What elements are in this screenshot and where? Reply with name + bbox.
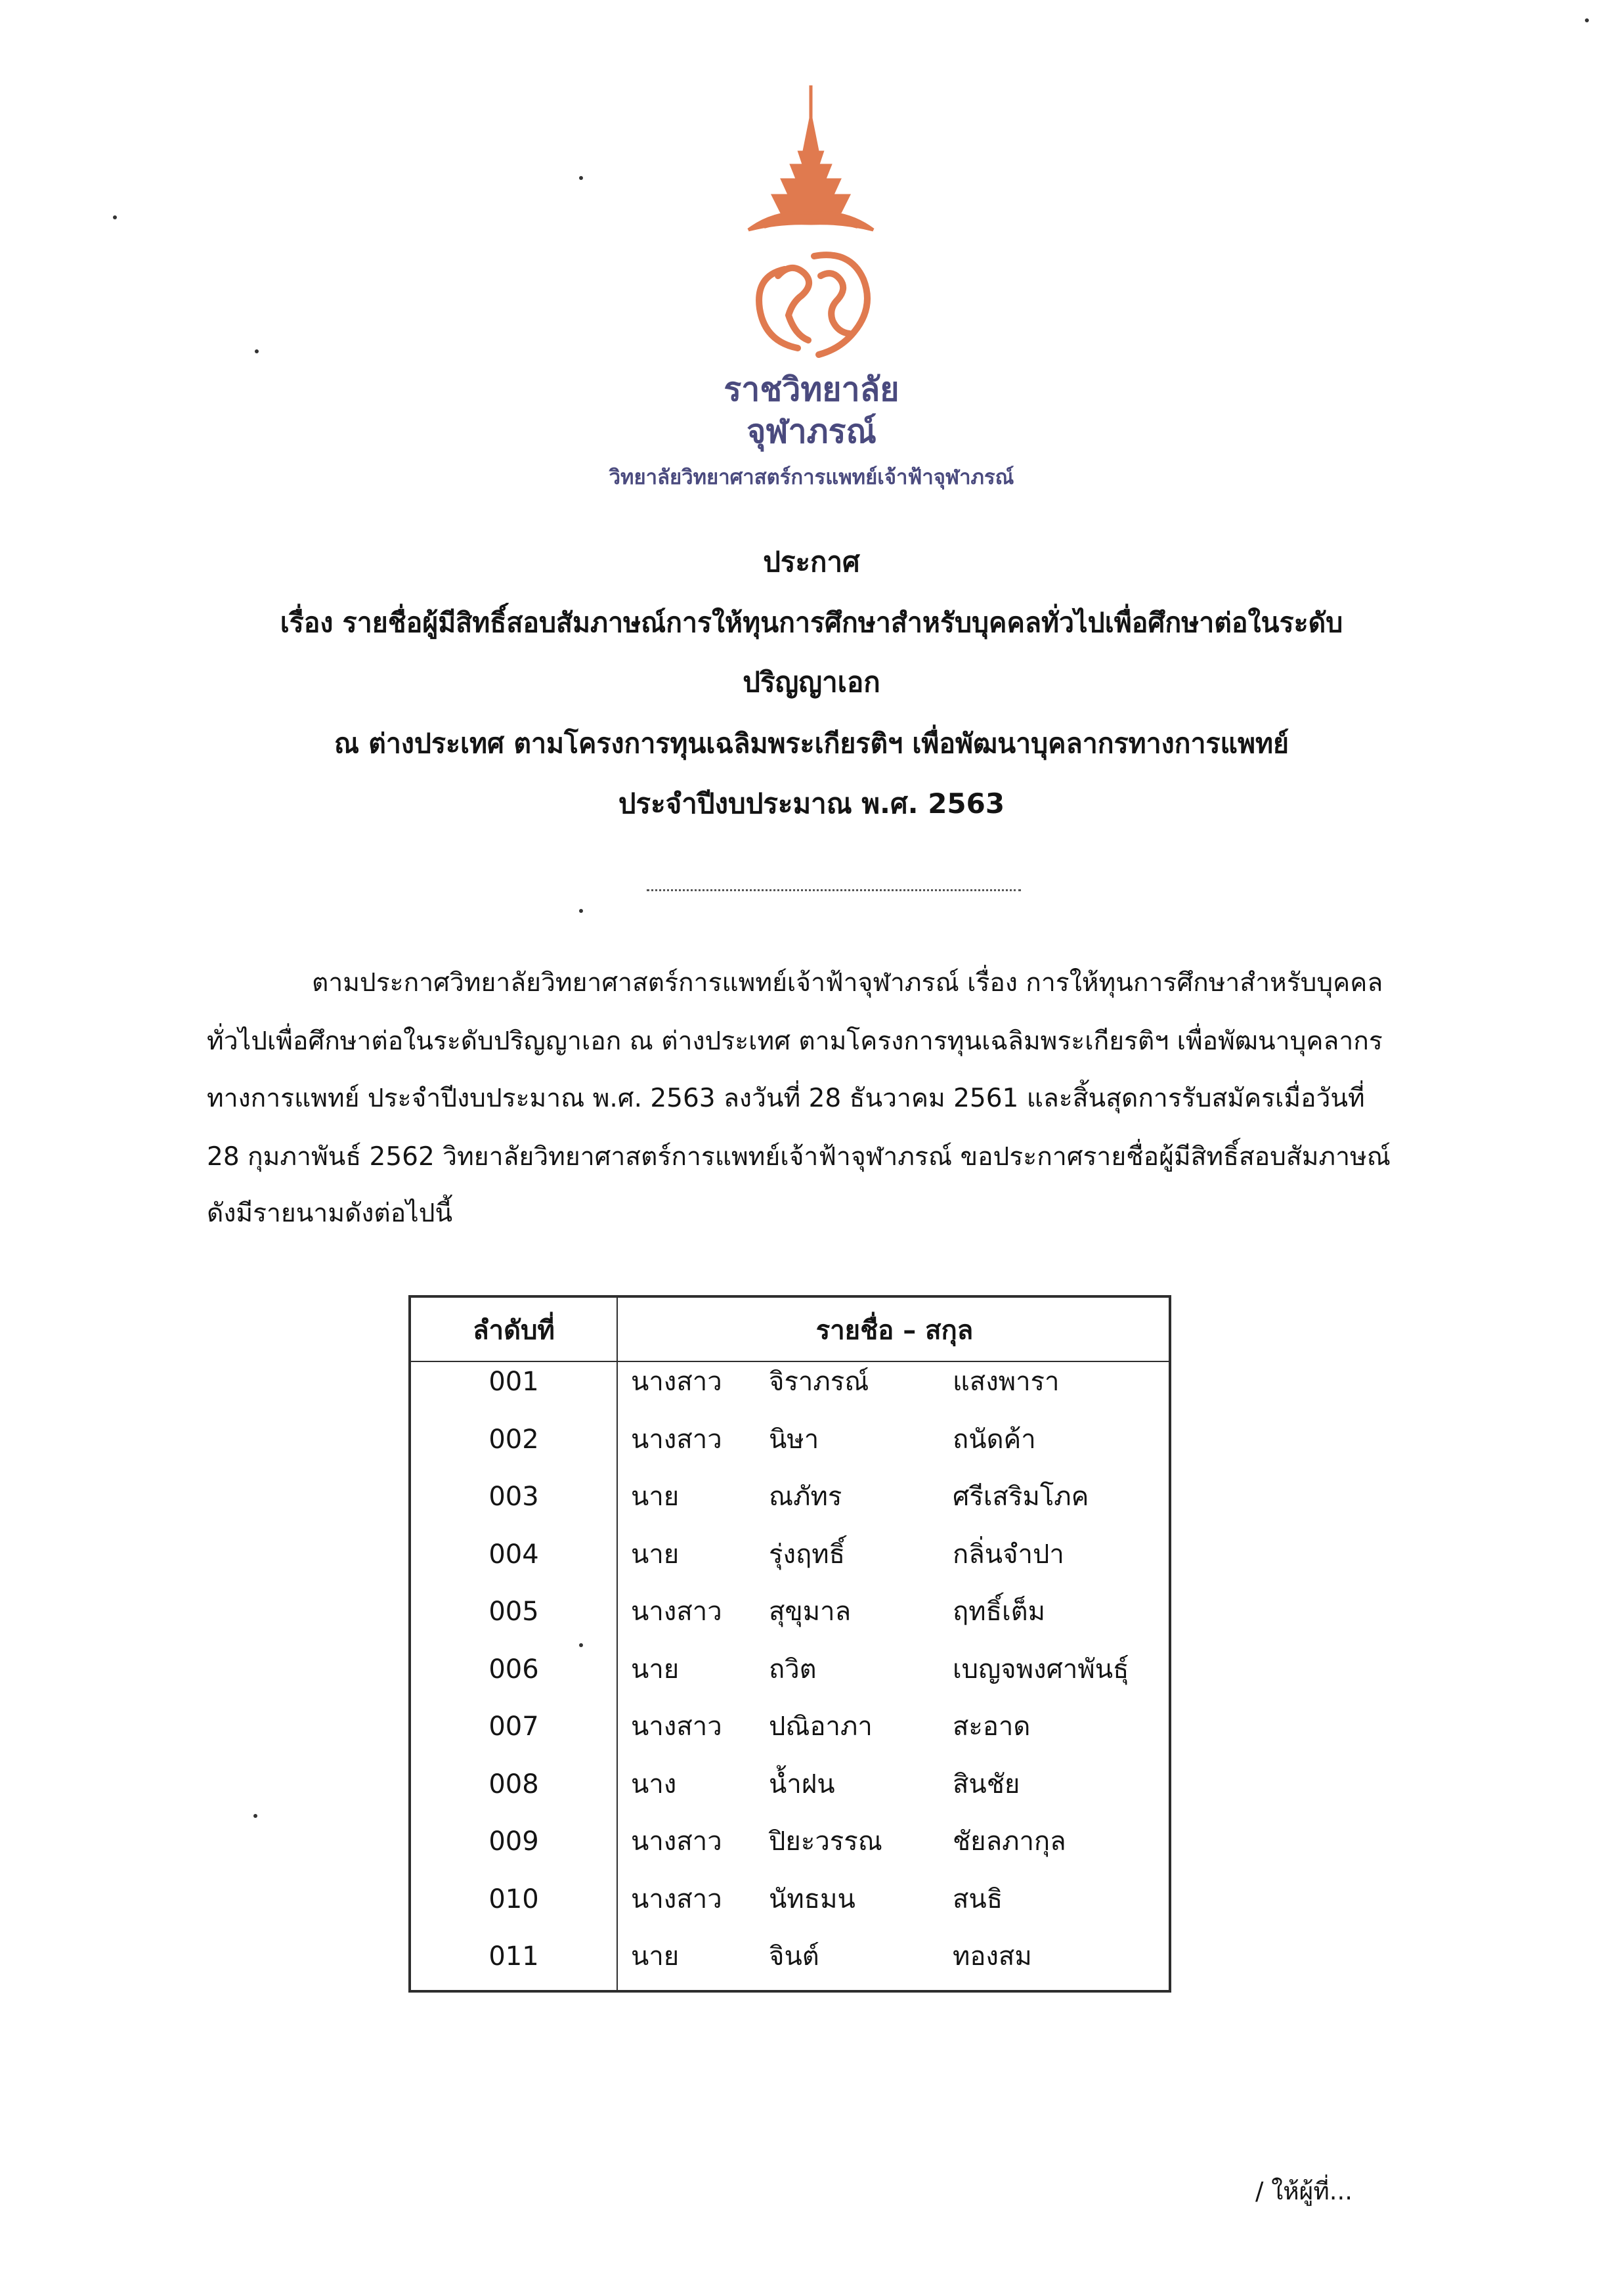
scan-speck xyxy=(113,215,117,219)
row-first-name: รุ่งฤทธิ์ xyxy=(769,1539,846,1570)
row-last-name: ฤทธิ์เต็ม xyxy=(953,1597,1046,1627)
row-first-name: จิราภรณ์ xyxy=(769,1367,869,1397)
announcement-subject-line1: เรื่อง รายชื่อผู้มีสิทธิ์สอบสัมภาษณ์การให้ทุนการศึกษาสำหรับบุคคลทั่วไปเพื่อศึกษาต่อในระดับ xyxy=(280,607,1343,638)
row-number: 010 xyxy=(488,1884,539,1914)
body-line: 28 กุมภาพันธ์ 2562 วิทยาลัยวิทยาศาสตร์การแพทย์เจ้าฟ้าจุฬาภรณ์ ขอประกาศรายชื่อผู้มีสิทธิ์สอบสัมภาษณ์ xyxy=(207,1142,1391,1172)
row-first-name: นัทธมน xyxy=(769,1884,855,1914)
table-body xyxy=(411,1369,1169,2001)
row-number: 004 xyxy=(488,1539,539,1570)
row-number: 006 xyxy=(488,1654,539,1685)
row-number: 009 xyxy=(488,1826,539,1857)
scan-speck xyxy=(579,909,583,913)
candidate-table xyxy=(408,1295,1171,1993)
body-line: ตามประกาศวิทยาลัยวิทยาศาสตร์การแพทย์เจ้าฟ้าจุฬาภรณ์ เรื่อง การให้ทุนการศึกษาสำหรับบุคคล xyxy=(312,968,1383,998)
row-last-name: กลิ่นจำปา xyxy=(953,1539,1064,1570)
row-first-name: ถวิต xyxy=(769,1654,817,1685)
table-row xyxy=(411,1541,1169,1599)
row-number: 005 xyxy=(488,1597,539,1627)
university-emblem-icon xyxy=(722,79,899,368)
row-first-name: น้ำฝน xyxy=(769,1769,835,1799)
row-last-name: แสงพารา xyxy=(953,1367,1060,1397)
body-line: ดังมีรายนามดังต่อไปนี้ xyxy=(207,1199,453,1228)
row-last-name: ชัยลภากุล xyxy=(953,1826,1066,1857)
row-number: 002 xyxy=(488,1424,539,1455)
table-row xyxy=(411,1713,1169,1771)
row-title: นางสาว xyxy=(631,1711,722,1742)
row-title: นางสาว xyxy=(631,1884,722,1914)
scan-speck xyxy=(579,1643,583,1647)
row-title: นาย xyxy=(631,1654,680,1685)
table-row xyxy=(411,1426,1169,1484)
announcement-subject-line4: ประจำปีงบประมาณ พ.ศ. 2563 xyxy=(618,787,1005,820)
column-header-name: รายชื่อ – สกุล xyxy=(815,1315,974,1346)
row-number: 007 xyxy=(488,1711,539,1742)
row-last-name: สินชัย xyxy=(953,1769,1020,1799)
row-title: นางสาว xyxy=(631,1424,722,1455)
body-line: ทั่วไปเพื่อศึกษาต่อในระดับปริญญาเอก ณ ต่างประเทศ ตามโครงการทุนเฉลิมพระเกียรติฯ เพื่อพัฒนาบุคลากร xyxy=(207,1027,1383,1056)
announcement-subject-line3: ณ ต่างประเทศ ตามโครงการทุนเฉลิมพระเกียรติฯ เพื่อพัฒนาบุคลากรทางการแพทย์ xyxy=(334,728,1289,759)
row-title: นาย xyxy=(631,1941,680,1972)
row-last-name: ศรีเสริมโภค xyxy=(953,1482,1089,1512)
table-row xyxy=(411,1828,1169,1886)
table-row xyxy=(411,1943,1169,2001)
row-first-name: ณภัทร xyxy=(769,1482,842,1512)
scan-speck xyxy=(255,349,259,353)
row-first-name: จินต์ xyxy=(769,1941,819,1972)
institution-name-line1: ราชวิทยาลัย xyxy=(724,370,899,408)
column-header-number: ลำดับที่ xyxy=(473,1315,555,1346)
row-last-name: ทองสม xyxy=(953,1941,1032,1972)
continuation-note: / ให้ผู้ที่... xyxy=(1255,2177,1353,2205)
announcement-heading: ประกาศ xyxy=(763,546,860,578)
table-row xyxy=(411,1599,1169,1656)
body-line: ทางการแพทย์ ประจำปีงบประมาณ พ.ศ. 2563 ลงวันที่ 28 ธันวาคม 2561 และสิ้นสุดการรับสมัครเมื่อวันที่ xyxy=(207,1084,1365,1113)
row-title: นางสาว xyxy=(631,1826,722,1857)
row-number: 011 xyxy=(488,1941,539,1972)
table-row xyxy=(411,1656,1169,1714)
row-number: 008 xyxy=(488,1769,539,1799)
scan-speck xyxy=(579,176,583,180)
table-row xyxy=(411,1886,1169,1944)
table-header xyxy=(411,1298,1169,1362)
scan-speck xyxy=(1585,18,1589,22)
row-title: นางสาว xyxy=(631,1597,722,1627)
row-first-name: ปณิอาภา xyxy=(769,1711,873,1742)
row-last-name: ถนัดค้า xyxy=(953,1424,1036,1455)
table-row xyxy=(411,1771,1169,1829)
dotted-divider xyxy=(647,889,1021,891)
row-title: นางสาว xyxy=(631,1367,722,1397)
row-title: นาย xyxy=(631,1482,680,1512)
scan-speck xyxy=(253,1814,257,1818)
row-last-name: เบญจพงศาพันธุ์ xyxy=(953,1654,1129,1685)
row-last-name: สนธิ xyxy=(953,1884,1003,1914)
row-title: นาง xyxy=(631,1769,677,1799)
table-row xyxy=(411,1369,1169,1426)
row-first-name: ปิยะวรรณ xyxy=(769,1826,882,1857)
institution-name-line2: จุฬาภรณ์ xyxy=(747,412,876,451)
row-first-name: สุขุมาล xyxy=(769,1597,852,1627)
announcement-subject-line2: ปริญญาเอก xyxy=(743,666,880,698)
row-last-name: สะอาด xyxy=(953,1711,1031,1742)
row-number: 001 xyxy=(488,1367,539,1397)
institution-subtitle: วิทยาลัยวิทยาศาสตร์การแพทย์เจ้าฟ้าจุฬาภรณ์ xyxy=(609,466,1014,489)
row-title: นาย xyxy=(631,1539,680,1570)
row-number: 003 xyxy=(488,1482,539,1512)
row-first-name: นิษา xyxy=(769,1424,819,1455)
table-row xyxy=(411,1484,1169,1541)
